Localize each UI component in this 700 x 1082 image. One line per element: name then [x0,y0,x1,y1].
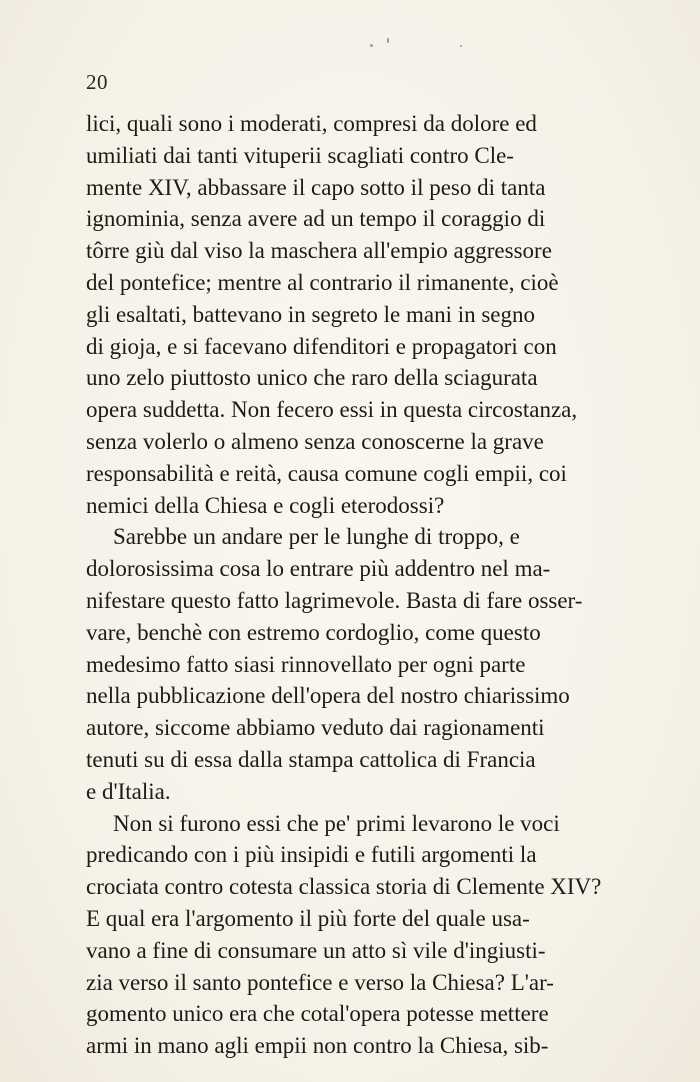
body-text [86,108,638,1062]
text-line: E qual era l'argomento il più forte del quale usa- [86,905,530,931]
text-line: Non si furono essi che pe' primi levarono le voci [113,810,560,836]
text-line: nifestare questo fatto lagrimevole. Basta di fare osser- [86,587,583,613]
text-line: Sarebbe un andare per le lunghe di troppo, e [113,524,520,550]
text-line: ignominia, senza avere ad un tempo il coraggio di [86,206,546,232]
text-line: lici, quali sono i moderati, compresi da dolore ed [86,111,537,136]
text-line: gli esaltati, battevano in segreto le mani in segno [86,301,536,327]
page-number: 20 [86,70,108,94]
text-line: armi in mano agli empii non contro la Chiesa, sib- [86,1033,549,1059]
text-line: vare, benchè con estremo cordoglio, come questo [86,619,541,645]
text-line: tôrre giù dal viso la maschera all'empio aggressore [86,238,552,264]
text-line: nella pubblicazione dell'opera del nostro chiarissimo [86,683,570,709]
ink-speck [460,45,462,47]
text-line: medesimo fatto siasi rinnovellato per ogni parte [86,651,526,677]
text-line: responsabilità e reità, causa comune cogli empii, coi [86,460,567,486]
text-line: zia verso il santo pontefice e verso la Chiesa? L'ar- [86,969,554,995]
text-line: e d'Italia. [86,778,171,804]
text-line: umiliati dai tanti vituperii scagliati contro Cle- [86,142,514,168]
text-line: uno zelo piuttosto unico che raro della sciagurata [86,365,538,391]
ink-speck [387,38,389,43]
text-line: del pontefice; mentre al contrario il rimanente, cioè [86,269,559,295]
text-line: senza volerlo o almeno senza conoscerne la grave [86,428,544,454]
ink-speck [370,44,373,47]
text-line: crociata contro cotesta classica storia di Clemente XIV? [86,874,602,900]
text-line: vano a fine di consumare un atto sì vile d'ingiusti- [86,937,546,963]
text-line: mente XIV, abbassare il capo sotto il peso di tanta [86,174,546,200]
text-line: di gioja, e si facevano difenditori e propagatori con [86,333,557,359]
text-line: nemici della Chiesa e cogli eterodossi? [86,492,445,518]
text-line: tenuti su di essa dalla stampa cattolica di Francia [86,746,536,772]
text-line: dolorosissima cosa lo entrare più addentro nel ma- [86,556,551,582]
text-line: opera suddetta. Non fecero essi in questa circostanza, [86,397,578,423]
text-line: gomento unico era che cotal'opera potesse mettere [86,1001,549,1027]
text-line: predicando con i più insipidi e futili argomenti la [86,842,537,868]
text-line: autore, siccome abbiamo veduto dai ragionamenti [86,715,545,741]
